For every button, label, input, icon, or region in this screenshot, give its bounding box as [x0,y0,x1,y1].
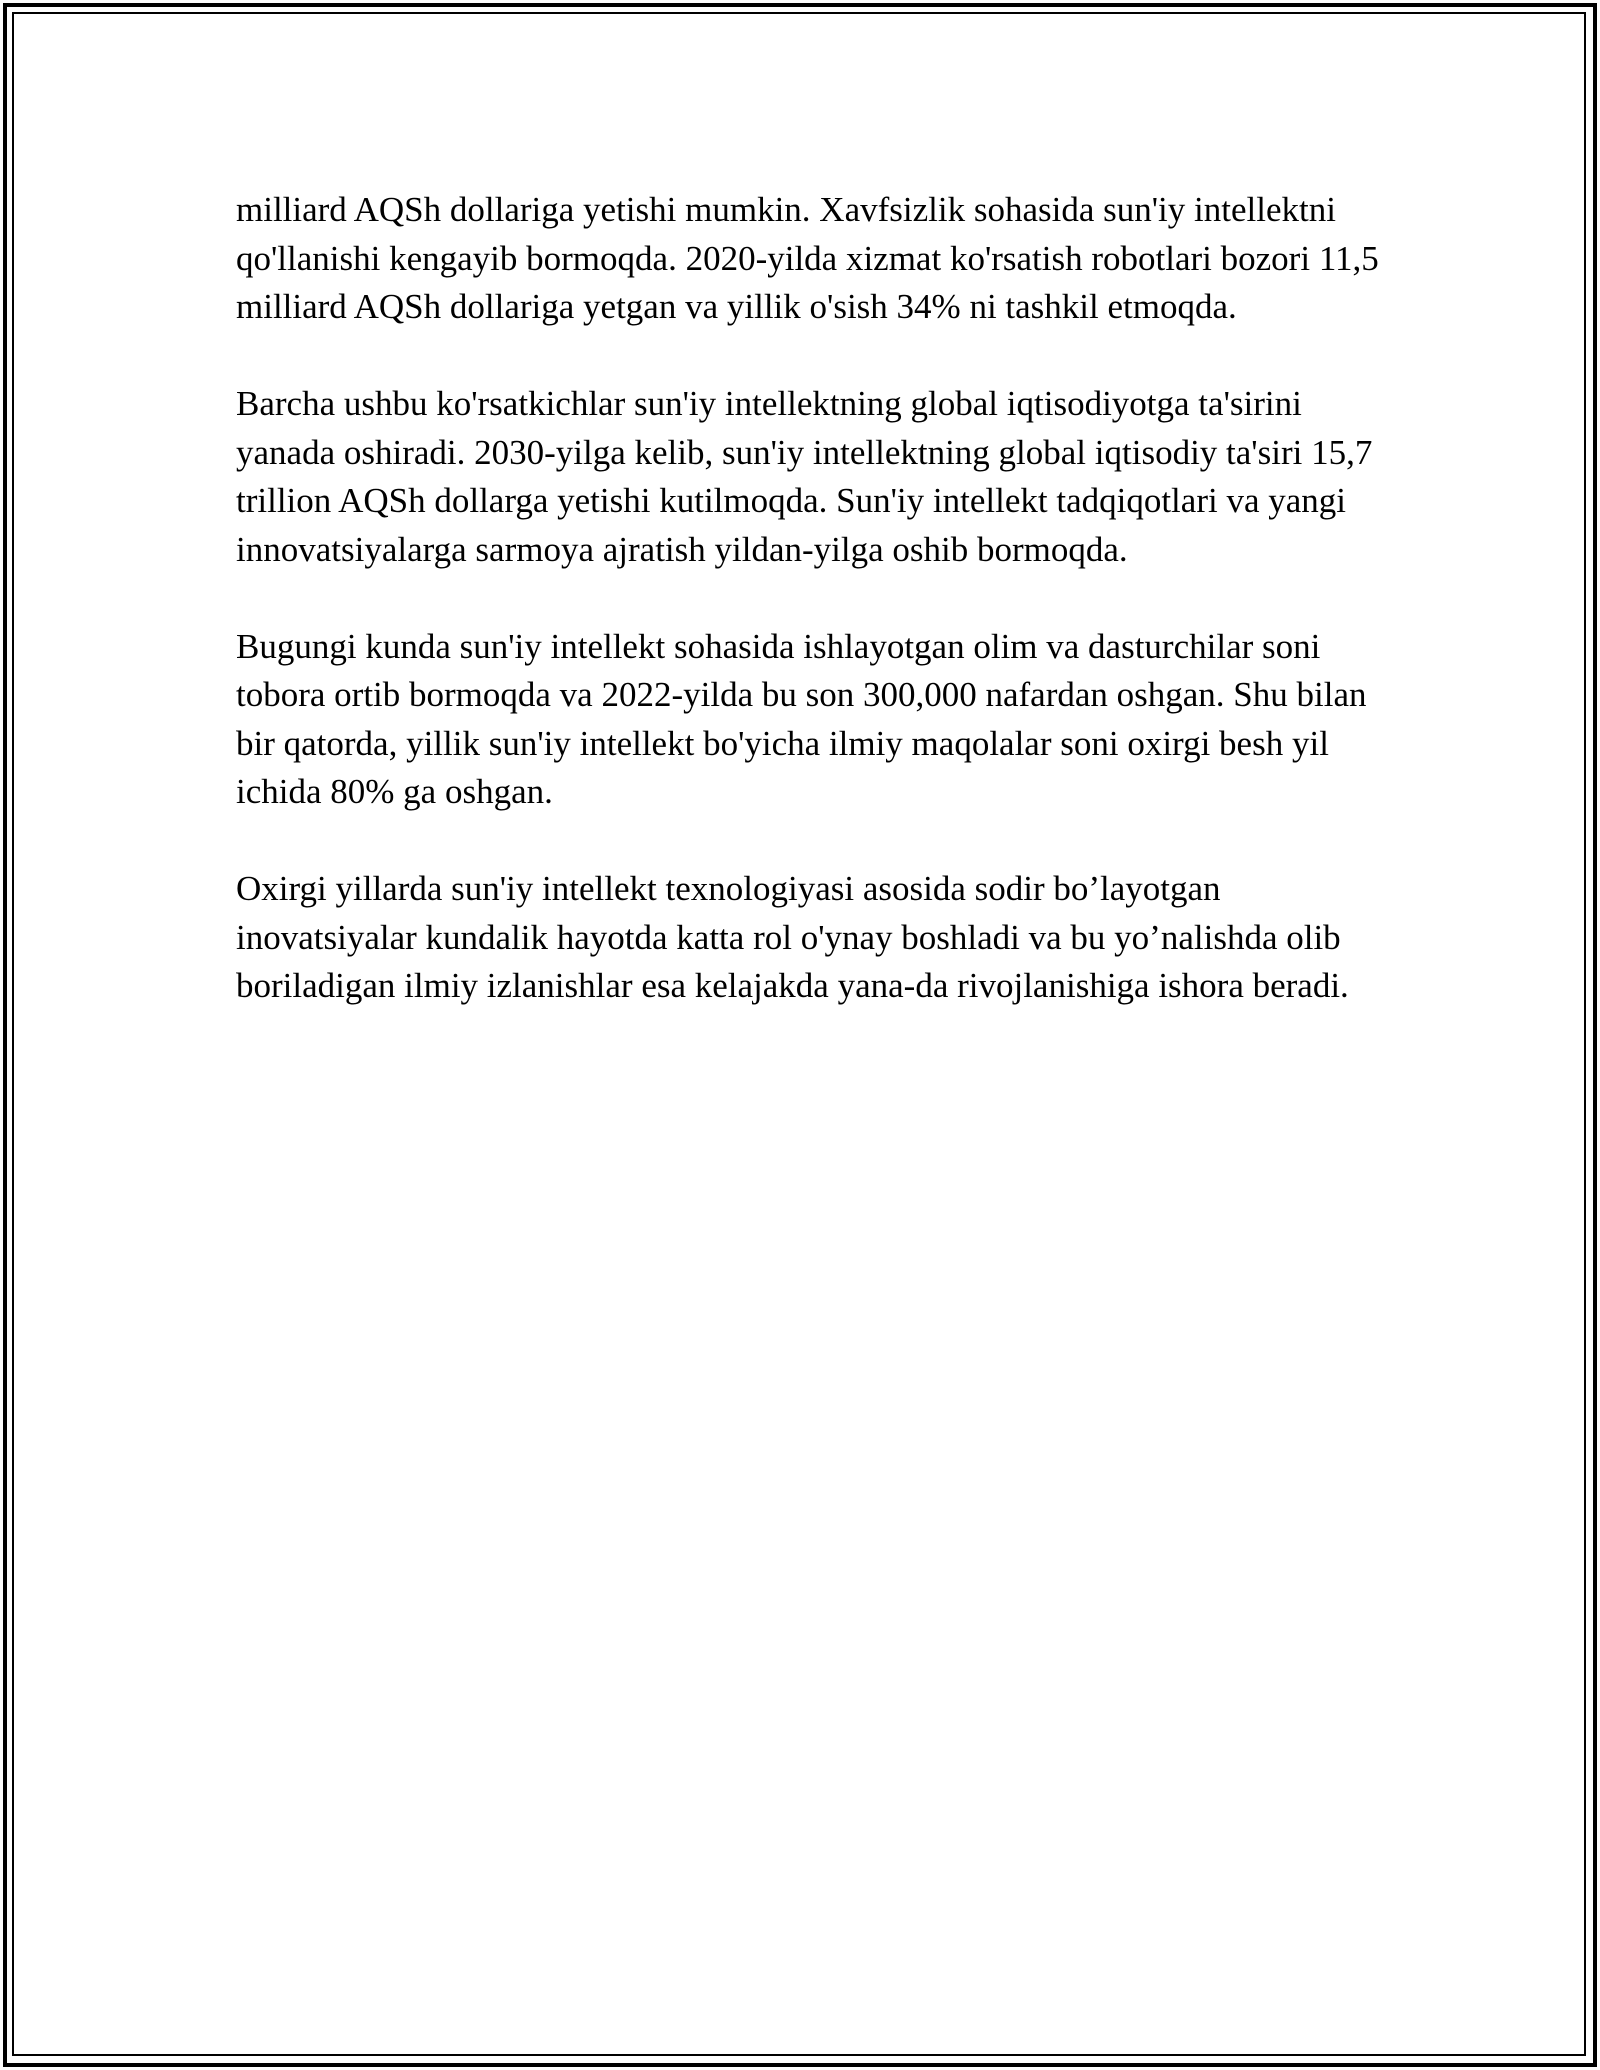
paragraph-3: Bugungi kunda sun'iy intellekt sohasida ishlayotgan olim va dasturchilar soni tobora ortib bormoqda va 2022-yilda bu son 300,000 nafardan oshgan. Shu bilan bir qatorda, yillik sun'iy intellekt bo'yicha ilmiy maqolalar soni oxirgi besh yil ichida 80% ga oshgan. [236,626,1367,811]
paragraph-1: milliard AQSh dollariga yetishi mumkin. Xavfsizlik sohasida sun'iy intellektni qo'llanishi kengayib bormoqda. 2020-yilda xizmat ko'rsatish robotlari bozori 11,5 milliard AQSh dollariga yetgan va yillik o'sish 34% ni tashkil etmoqda. [236,190,1379,326]
document-body [236,186,1386,1059]
paragraph-2: Barcha ushbu ko'rsatkichlar sun'iy intellektning global iqtisodiyotga ta'sirini yanada oshiradi. 2030-yilga kelib, sun'iy intellektning global iqtisodiy ta'siri 15,7 trillion AQSh dollarga yetishi kutilmoqda. Sun'iy intellekt tadqiqotlari va yangi innovatsiyalarga sarmoya ajratish yildan-yilga oshib bormoqda. [236,384,1373,569]
paragraph-4: Oxirgi yillarda sun'iy intellekt texnologiyasi asosida sodir bo’layotgan inovatsiyalar kundalik hayotda katta rol o'ynay boshladi va bu yo’nalishda olib boriladigan ilmiy izlanishlar esa kelajakda yana-da rivojlanishiga ishora beradi. [236,869,1349,1005]
